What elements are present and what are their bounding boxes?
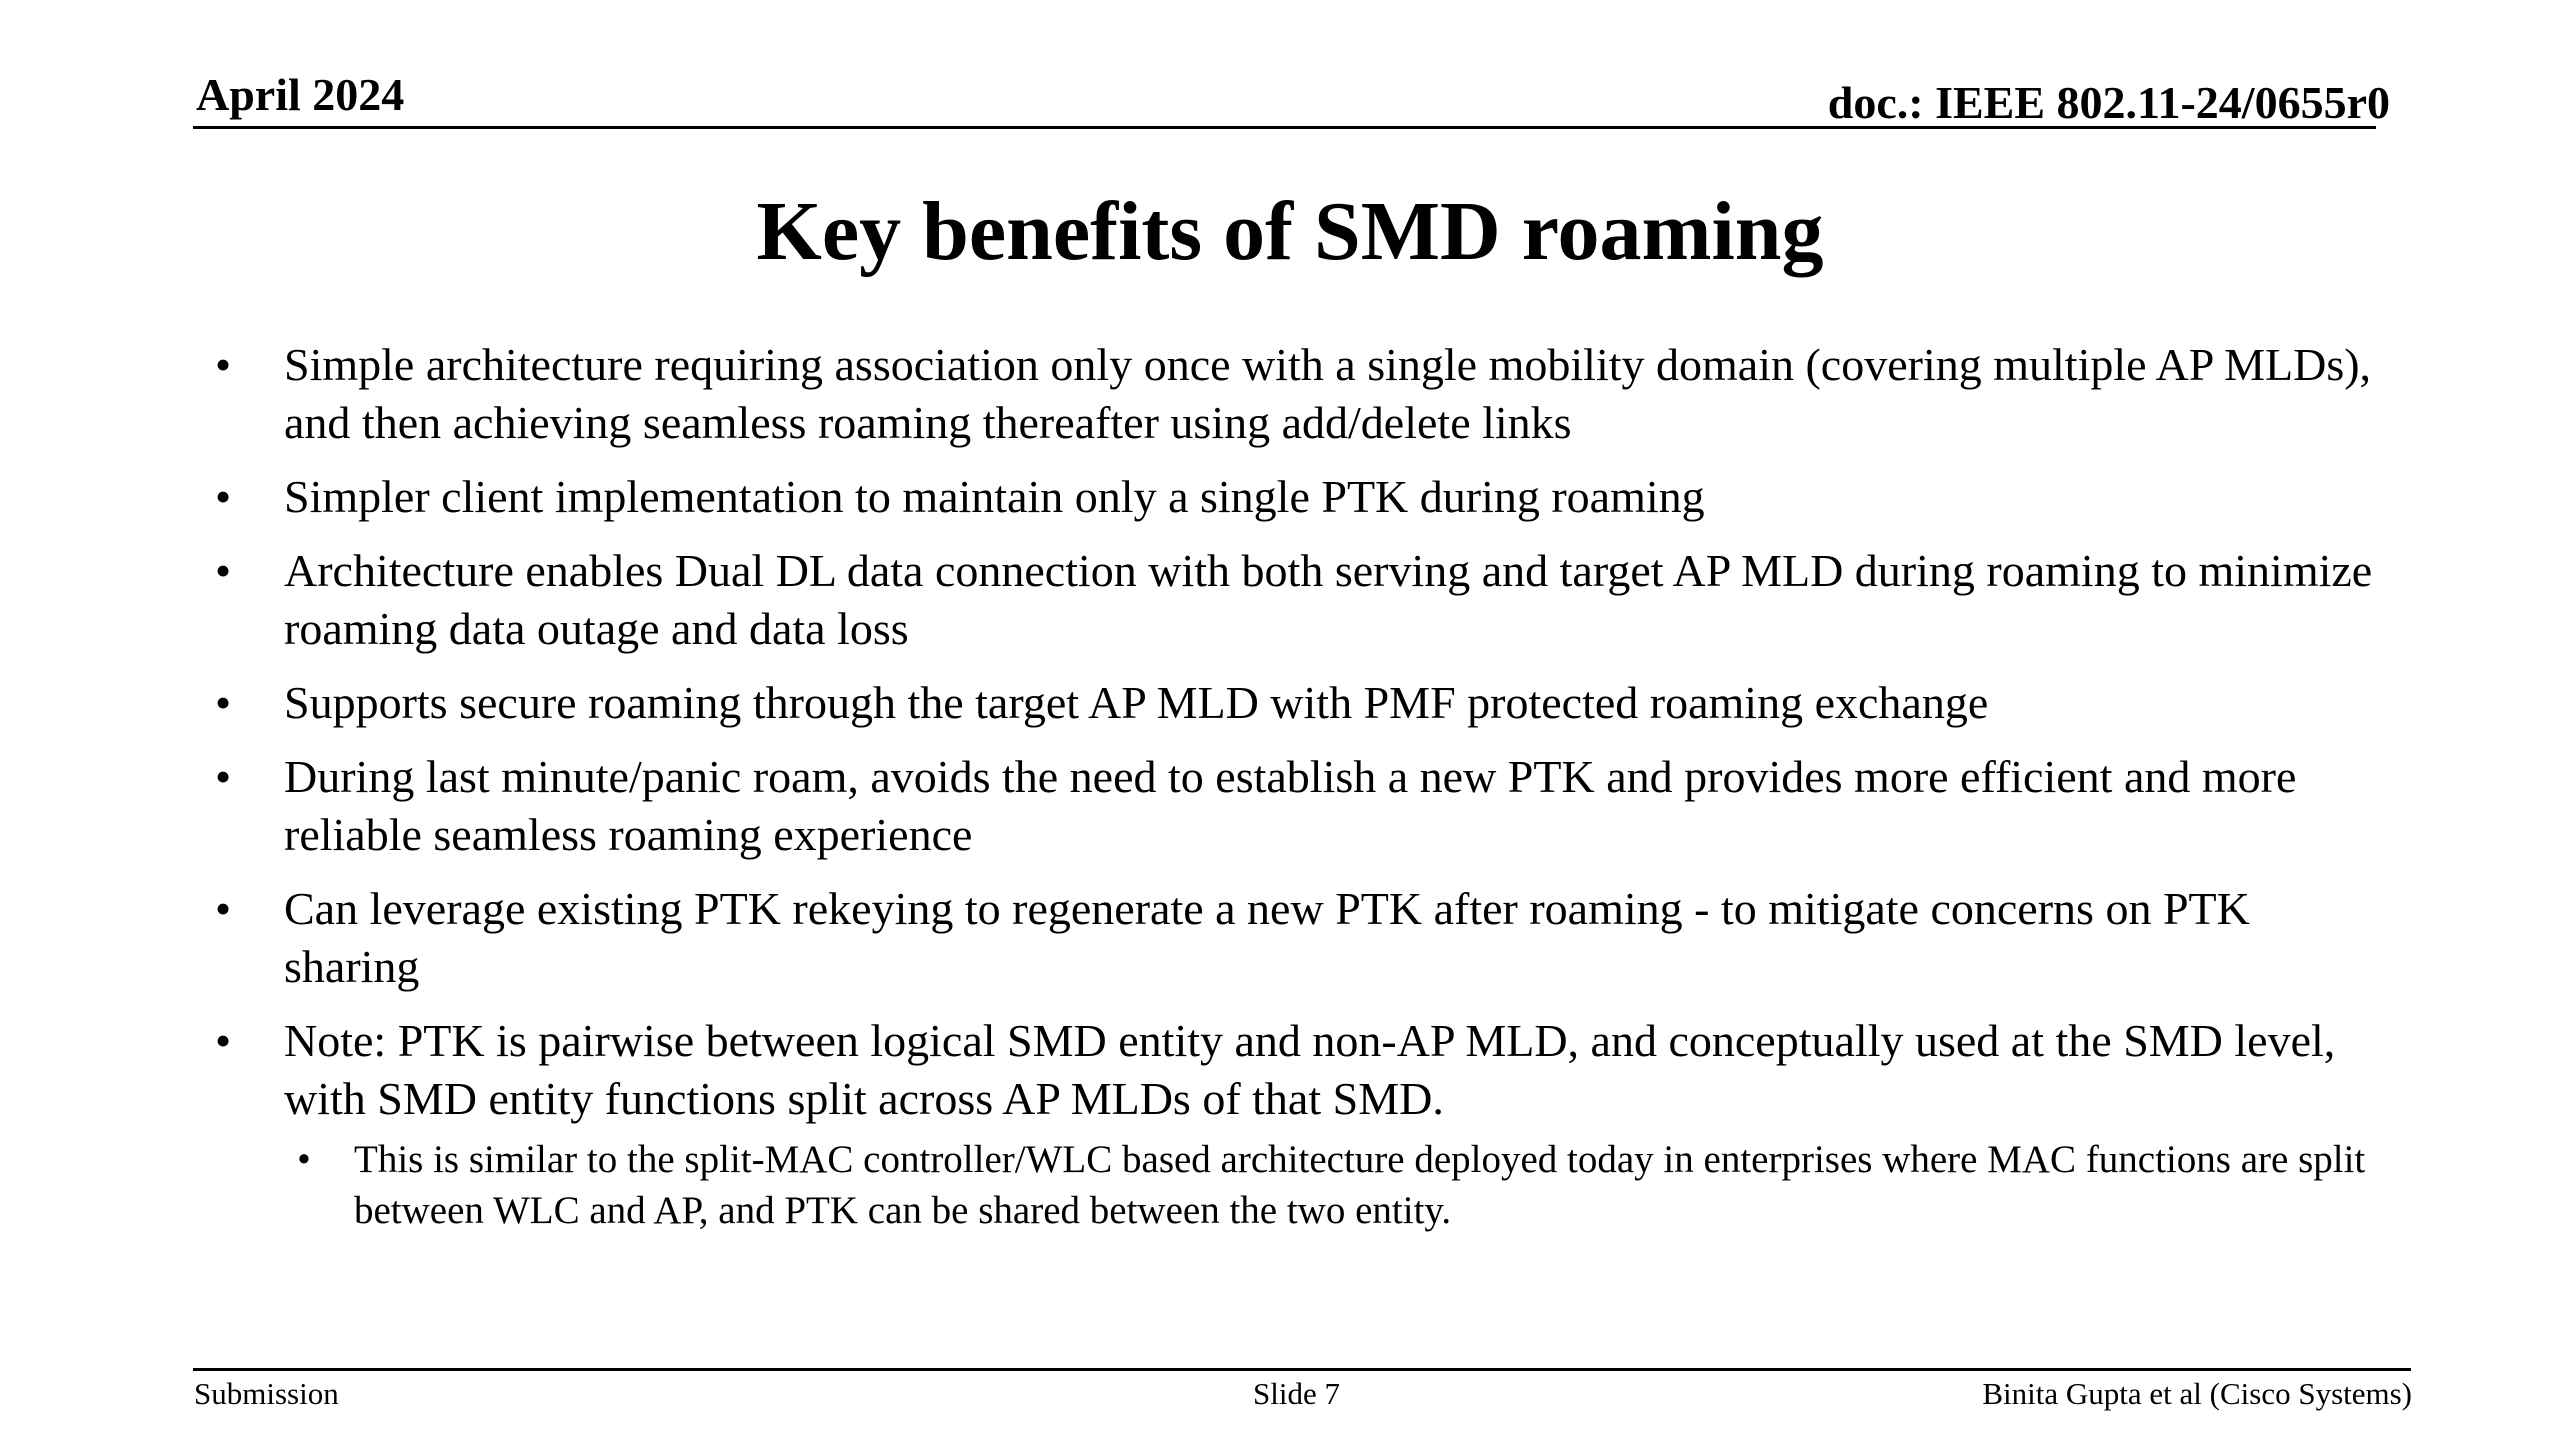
footer-author: Binita Gupta et al (Cisco Systems) [1982, 1376, 2412, 1411]
bullet-text: During last minute/panic roam, avoids the need to establish a new PTK and provides more efficient and more reliable seamless roaming experience [284, 751, 2297, 860]
slide-title: Key benefits of SMD roaming [756, 185, 1824, 278]
header-date: April 2024 [196, 69, 405, 120]
bullet-icon: • [214, 545, 232, 596]
bullet-text: Simple architecture requiring association only once with a single mobility domain (covering multiple AP MLDs), and then achieving seamless roaming thereafter using add/delete links [284, 339, 2372, 448]
sub-bullet-list [294, 1134, 2378, 1236]
bullet-text: Note: PTK is pairwise between logical SMD entity and non-AP MLD, and conceptually used at the SMD level, with SMD entity functions split across AP MLDs of that SMD. [284, 1015, 2336, 1124]
footer-submission: Submission [194, 1376, 339, 1411]
bullet-item [208, 336, 2378, 452]
bullet-icon: • [214, 471, 232, 522]
bullet-text: Architecture enables Dual DL data connection with both serving and target AP MLD during roaming to minimize roaming data outage and data loss [284, 545, 2373, 654]
sub-bullet-item [294, 1134, 2378, 1236]
sub-bullet-text: This is similar to the split-MAC controller/WLC based architecture deployed today in enterprises where MAC functions are split between WLC and AP, and PTK can be shared between the two entity. [354, 1138, 2366, 1232]
bullet-icon: • [214, 677, 232, 728]
footer-slide-number: Slide 7 [1253, 1376, 1340, 1411]
footer-divider [193, 1368, 2411, 1371]
bullet-icon: • [214, 339, 232, 390]
bullet-item [208, 674, 2378, 732]
bullet-item [208, 542, 2378, 658]
bullet-icon: • [214, 751, 232, 802]
header-doc-id: doc.: IEEE 802.11-24/0655r0 [1827, 77, 2390, 128]
bullet-item [208, 1012, 2378, 1236]
bullet-item [208, 748, 2378, 864]
sub-bullet-icon: • [297, 1138, 311, 1181]
bullet-item [208, 880, 2378, 996]
bullet-icon: • [214, 883, 232, 934]
header-divider [193, 126, 2376, 129]
bullet-text: Simpler client implementation to maintain only a single PTK during roaming [284, 471, 1705, 522]
bullet-list [208, 336, 2378, 1252]
bullet-text: Can leverage existing PTK rekeying to regenerate a new PTK after roaming - to mitigate concerns on PTK sharing [284, 883, 2250, 992]
bullet-icon: • [214, 1015, 232, 1066]
bullet-item [208, 468, 2378, 526]
bullet-text: Supports secure roaming through the target AP MLD with PMF protected roaming exchange [284, 677, 1989, 728]
